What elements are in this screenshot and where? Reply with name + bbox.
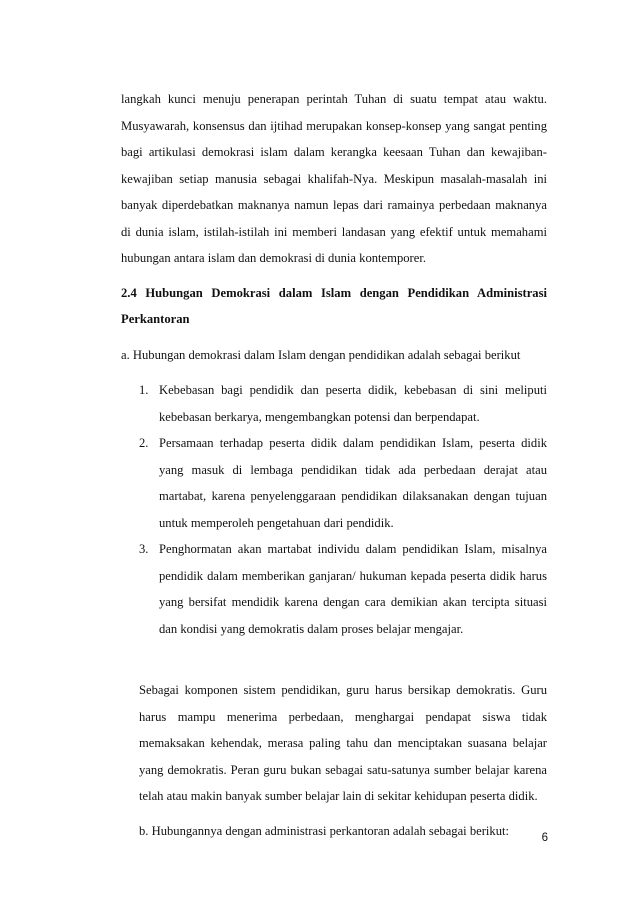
subsection-a-heading: a. Hubungan demokrasi dalam Islam dengan pendidikan adalah sebagai berikut — [121, 347, 521, 362]
list-item-number: 1. — [139, 383, 149, 397]
list-item-number: 2. — [139, 436, 149, 450]
list-item — [121, 430, 547, 536]
list-item-text: Kebebasan bagi pendidik dan peserta didik, kebebasan di sini meliputi kebebasan berkarya, mengembangkan potensi dan berpendapat. — [159, 383, 547, 424]
list-item-text: Penghormatan akan martabat individu dalam pendidikan Islam, misalnya pendidik dalam memberikan ganjaran/ hukuman kepada peserta didik harus yang bersifat mendidik karena dengan cara demikian akan tercipta situasi dan kondisi yang demokratis dalam proses belajar mengajar. — [159, 542, 547, 636]
teacher-paragraph: Sebagai komponen sistem pendidikan, guru harus bersikap demokratis. Guru harus mampu menerima perbedaan, menghargai pendapat siswa tidak memaksakan kehendak, merasa paling tahu dan menciptakan suasana belajar yang demokratis. Peran guru bukan sebagai satu-satunya sumber belajar karena telah atau makin banyak sumber belajar lain di sekitar kehidupan peserta didik. — [139, 683, 547, 803]
page-content — [121, 86, 547, 844]
subsection-b-heading: b. Hubungannya dengan administrasi perkantoran adalah sebagai berikut: — [139, 823, 509, 838]
intro-paragraph: langkah kunci menuju penerapan perintah Tuhan di suatu tempat atau waktu. Musyawarah, konsensus dan ijtihad merupakan konsep-konsep yang sangat penting bagi artikulasi demokrasi islam dalam kerangka keesaan Tuhan dan kewajiban-kewajiban setiap manusia sebagai khalifah-Nya. Meskipun masalah-masalah ini banyak diperdebatkan maknanya namun lepas dari ramainya perbedaan maknanya di dunia islam, istilah-istilah ini memberi landasan yang efektif untuk memahami hubungan antara islam dan demokrasi di dunia kontemporer. — [121, 92, 547, 265]
page-number: 6 — [541, 832, 548, 844]
list-item-number: 3. — [139, 542, 149, 556]
section-heading: 2.4 Hubungan Demokrasi dalam Islam dengan Pendidikan Administrasi Perkantoran — [121, 285, 547, 326]
list-item — [121, 536, 547, 642]
spacer — [121, 642, 547, 677]
list-item — [121, 377, 547, 430]
spacer — [121, 810, 547, 818]
points-list — [121, 377, 547, 642]
list-item-text: Persamaan terhadap peserta didik dalam pendidikan Islam, peserta didik yang masuk di lembaga pendidikan tidak ada perbedaan derajat atau martabat, karena penyelenggaraan pendidikan dilaksanakan dengan tujuan untuk memperoleh pengetahuan dari pendidik. — [159, 436, 547, 530]
